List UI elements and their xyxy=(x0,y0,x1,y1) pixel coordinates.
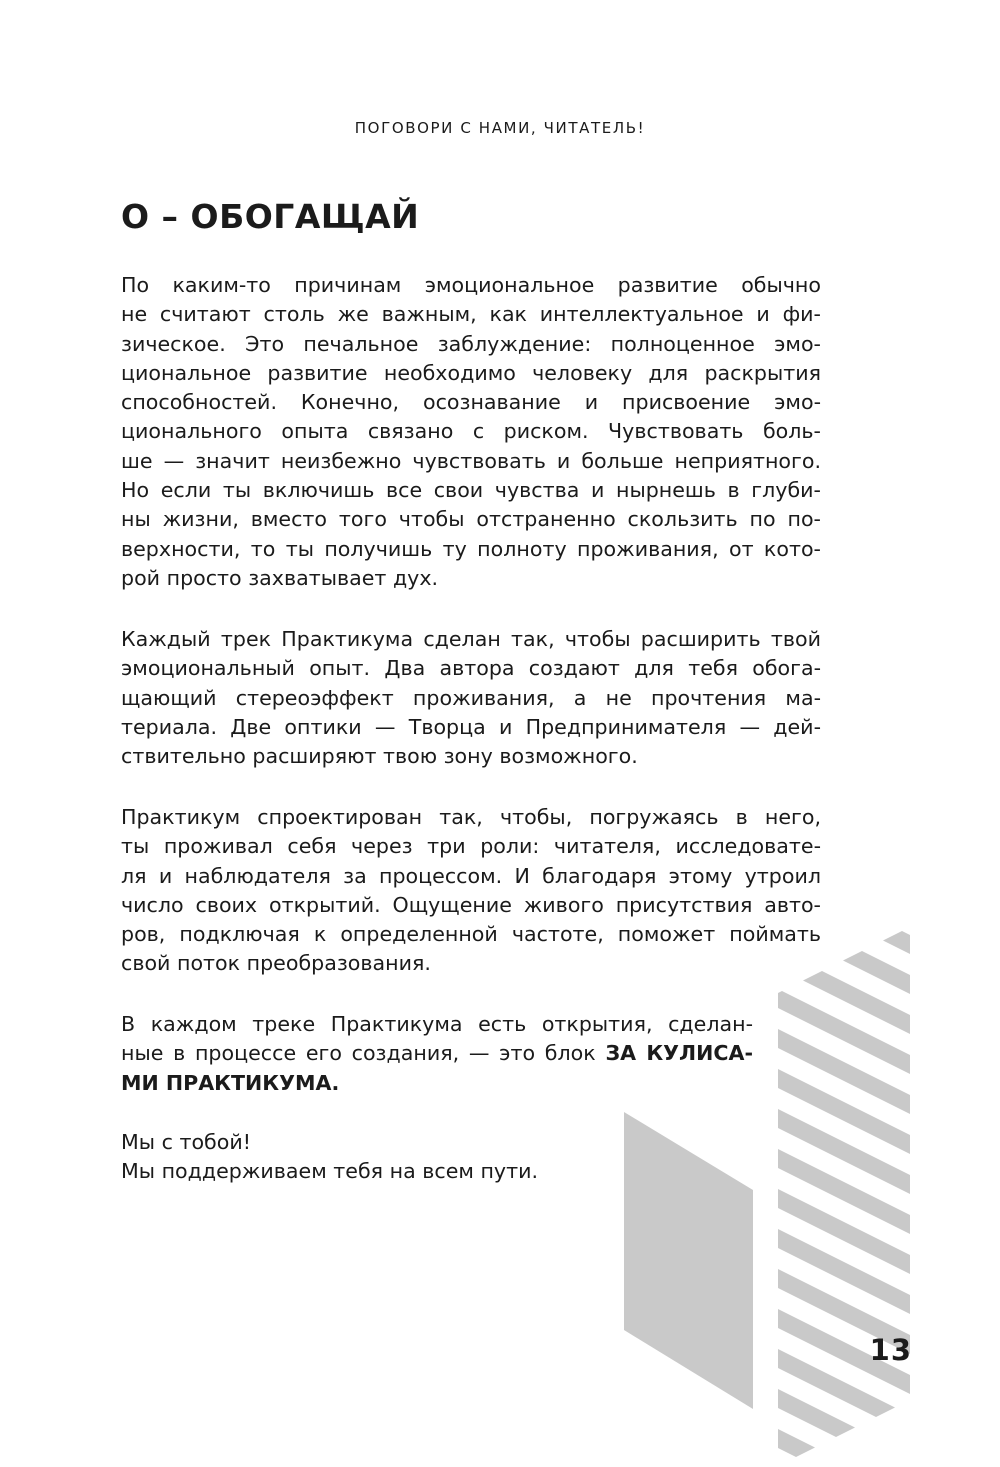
text-line: зическое. Это печальное заблуждение: полноценное эмо- xyxy=(121,331,821,356)
text-line: териала. Две оптики — Творца и Предпринимателя — дей- xyxy=(121,714,821,739)
stripe xyxy=(760,180,930,284)
stripe xyxy=(760,820,930,924)
stripe xyxy=(760,420,930,524)
stripe xyxy=(760,140,930,244)
text-line: число своих открытий. Ощущение живого присутствия авто- xyxy=(121,892,821,917)
text-line: рой просто захватывает дух. xyxy=(121,565,439,590)
stripe xyxy=(760,0,930,84)
text-line: свой поток преобразования. xyxy=(121,951,431,976)
text-line: Практикум спроектирован так, чтобы, погружаясь в него, xyxy=(121,805,821,829)
text-line: ров, подключая к определенной частоте, поможет поймать xyxy=(121,922,821,947)
stripe xyxy=(760,700,930,804)
page-number: 13 xyxy=(869,1333,912,1367)
diagonal-stripes-pattern xyxy=(760,0,930,1467)
text-line: не считают столь же важным, как интеллектуальное и фи- xyxy=(121,302,821,327)
stripe xyxy=(760,660,930,764)
text-line: Но если ты включишь все свои чувства и нырнешь в глуби- xyxy=(121,478,821,503)
text-line: Мы с тобой! xyxy=(121,1130,251,1154)
stripe xyxy=(760,780,930,884)
text-line: верхности, то ты получишь ту полноту проживания, от кото- xyxy=(121,536,821,561)
text-line: ля и наблюдателя за процессом. И благодаря этому утроил xyxy=(121,863,821,888)
stripe xyxy=(760,100,930,204)
running-head: ПОГОВОРИ С НАМИ, ЧИТАТЕЛЬ! xyxy=(354,119,646,137)
text-line: циональное развитие необходимо человеку для раскрытия xyxy=(121,360,821,385)
stripe xyxy=(760,380,930,484)
bold-highlight: МИ ПРАКТИКУМА xyxy=(121,1070,332,1095)
text-line: В каждом треке Практикума есть открытия, сделан- xyxy=(121,1012,753,1036)
text-line: По каким-то причинам эмоциональное развитие обычно xyxy=(121,273,821,297)
stripe xyxy=(760,260,930,364)
text-line: Мы поддерживаем тебя на всем пути. xyxy=(121,1159,539,1184)
text-line: ны жизни, вместо того чтобы отстраненно скользить по по- xyxy=(121,507,821,532)
text-period: . xyxy=(331,1070,340,1095)
stripe xyxy=(760,340,930,444)
stripe xyxy=(760,500,930,604)
stripe xyxy=(760,620,930,724)
stripe xyxy=(760,740,930,844)
text-line: ты проживал себя через три роли: читателя, исследовате- xyxy=(121,834,821,859)
stripe xyxy=(760,540,930,644)
stripe xyxy=(760,20,930,124)
gray-parallelogram xyxy=(624,1112,753,1409)
stripe xyxy=(760,300,930,404)
section-title: О – ОБОГАЩАЙ xyxy=(121,197,420,236)
text-line: Каждый трек Практикума сделан так, чтобы расширить твой xyxy=(121,627,821,651)
stripe xyxy=(760,0,930,4)
stripe xyxy=(760,580,930,684)
stripe xyxy=(760,60,930,164)
stripe xyxy=(760,860,930,964)
stripe xyxy=(760,460,930,564)
text-line: ше — значит неизбежно чувствовать и больше неприятного. xyxy=(121,448,821,473)
stripe xyxy=(760,1460,930,1467)
text-line: щающий стереоэффект проживания, а не прочтения ма- xyxy=(121,685,821,710)
bold-highlight: ЗА КУЛИСА- xyxy=(605,1041,753,1066)
stripe xyxy=(760,220,930,324)
text-segment: ные в процессе его создания, — это блок xyxy=(121,1041,606,1066)
text-line: эмоциональный опыт. Два автора создают для тебя обога- xyxy=(121,656,821,681)
stripe xyxy=(760,0,930,44)
text-line: способностей. Конечно, осознавание и присвоение эмо- xyxy=(121,390,821,415)
text-line: ствительно расширяют твою зону возможного. xyxy=(121,744,638,769)
text-line: ционального опыта связано с риском. Чувствовать боль- xyxy=(121,419,821,444)
